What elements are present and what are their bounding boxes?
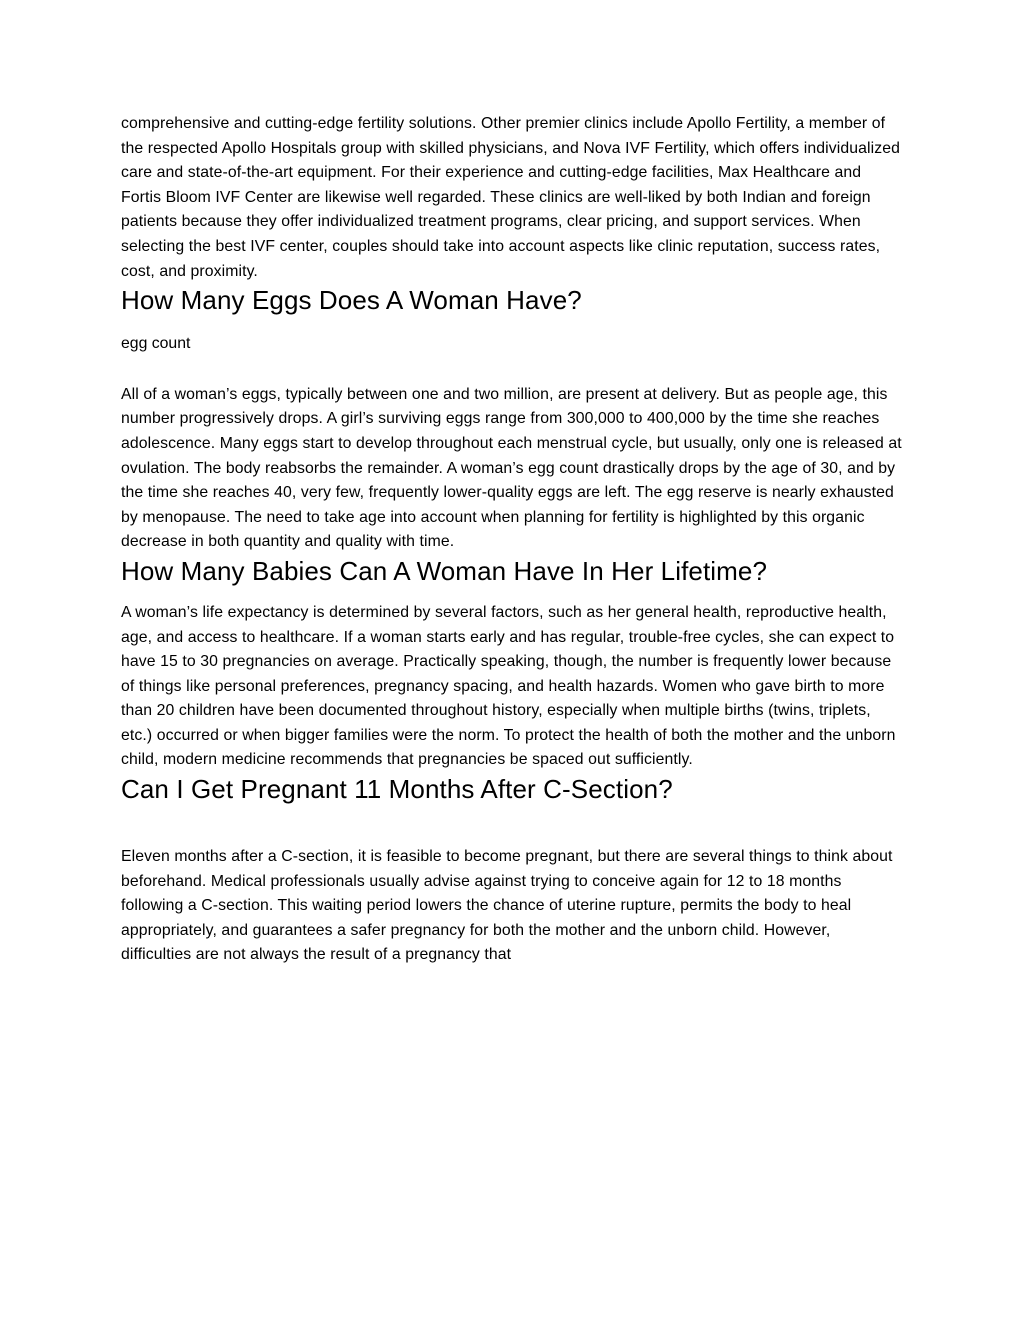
egg-count-caption: egg count bbox=[121, 335, 191, 353]
document-content bbox=[121, 112, 905, 968]
heading-how-many-babies: How Many Babies Can A Woman Have In Her Lifetime? bbox=[121, 555, 768, 586]
paragraph-lifetime-babies: A woman’s life expectancy is determined by several factors, such as her general health, reproductive health, age, and access to healthcare. If a woman starts early and has regular, trouble-free cycles, she can expect to have 15 to 30 pregnancies on average. Practically speaking, though, the number is frequently lower because of things like personal preferences, pregnancy spacing, and health hazards. Women who gave birth to more than 20 children have been documented throughout history, especially when multiple births (twins, triplets, etc.) occurred or when bigger families were the norm. To protect the health of both the mother and the unborn child, modern medicine recommends that pregnancies be spaced out sufficiently. bbox=[121, 603, 896, 769]
heading-how-many-eggs: How Many Eggs Does A Woman Have? bbox=[121, 285, 582, 316]
intro-paragraph: comprehensive and cutting-edge fertility solutions. Other premier clinics include Apollo Fertility, a member of the respected Apollo Hospitals group with skilled physicians, and Nova IVF Fertility, which offers individualized care and state-of-the-art equipment. For their experience and cutting-edge facilities, Max Healthcare and Fortis Bloom IVF Center are likewise well regarded. These clinics are well-liked by both Indian and foreign patients because they offer individualized treatment programs, clear pricing, and support services. When selecting the best IVF center, couples should take into account aspects like clinic reputation, success rates, cost, and proximity. bbox=[121, 115, 900, 280]
paragraph-c-section: Eleven months after a C-section, it is feasible to become pregnant, but there are several things to think about beforehand. Medical professionals usually advise against trying to conceive again for 12 to 18 months following a C-section. This waiting period lowers the chance of uterine rupture, permits the body to heal appropriately, and guarantees a safer pregnancy for both the mother and the unborn child. However, difficulties are not always the result of a pregnancy that bbox=[121, 848, 893, 964]
heading-pregnant-after-c-section: Can I Get Pregnant 11 Months After C-Section? bbox=[121, 774, 673, 805]
paragraph-egg-count: All of a woman’s eggs, typically between one and two million, are present at delivery. But as people age, this number progressively drops. A girl’s surviving eggs range from 300,000 to 400,000 by the time she reaches adolescence. Many eggs start to develop throughout each menstrual cycle, but usually, only one is released at ovulation. The body reabsorbs the remainder. A woman’s egg count drastically drops by the age of 30, and by the time she reaches 40, very few, frequently lower-quality eggs are left. The egg reserve is nearly exhausted by menopause. The need to take age into account when planning for fertility is highlighted by this organic decrease in both quantity and quality with time. bbox=[121, 385, 902, 551]
